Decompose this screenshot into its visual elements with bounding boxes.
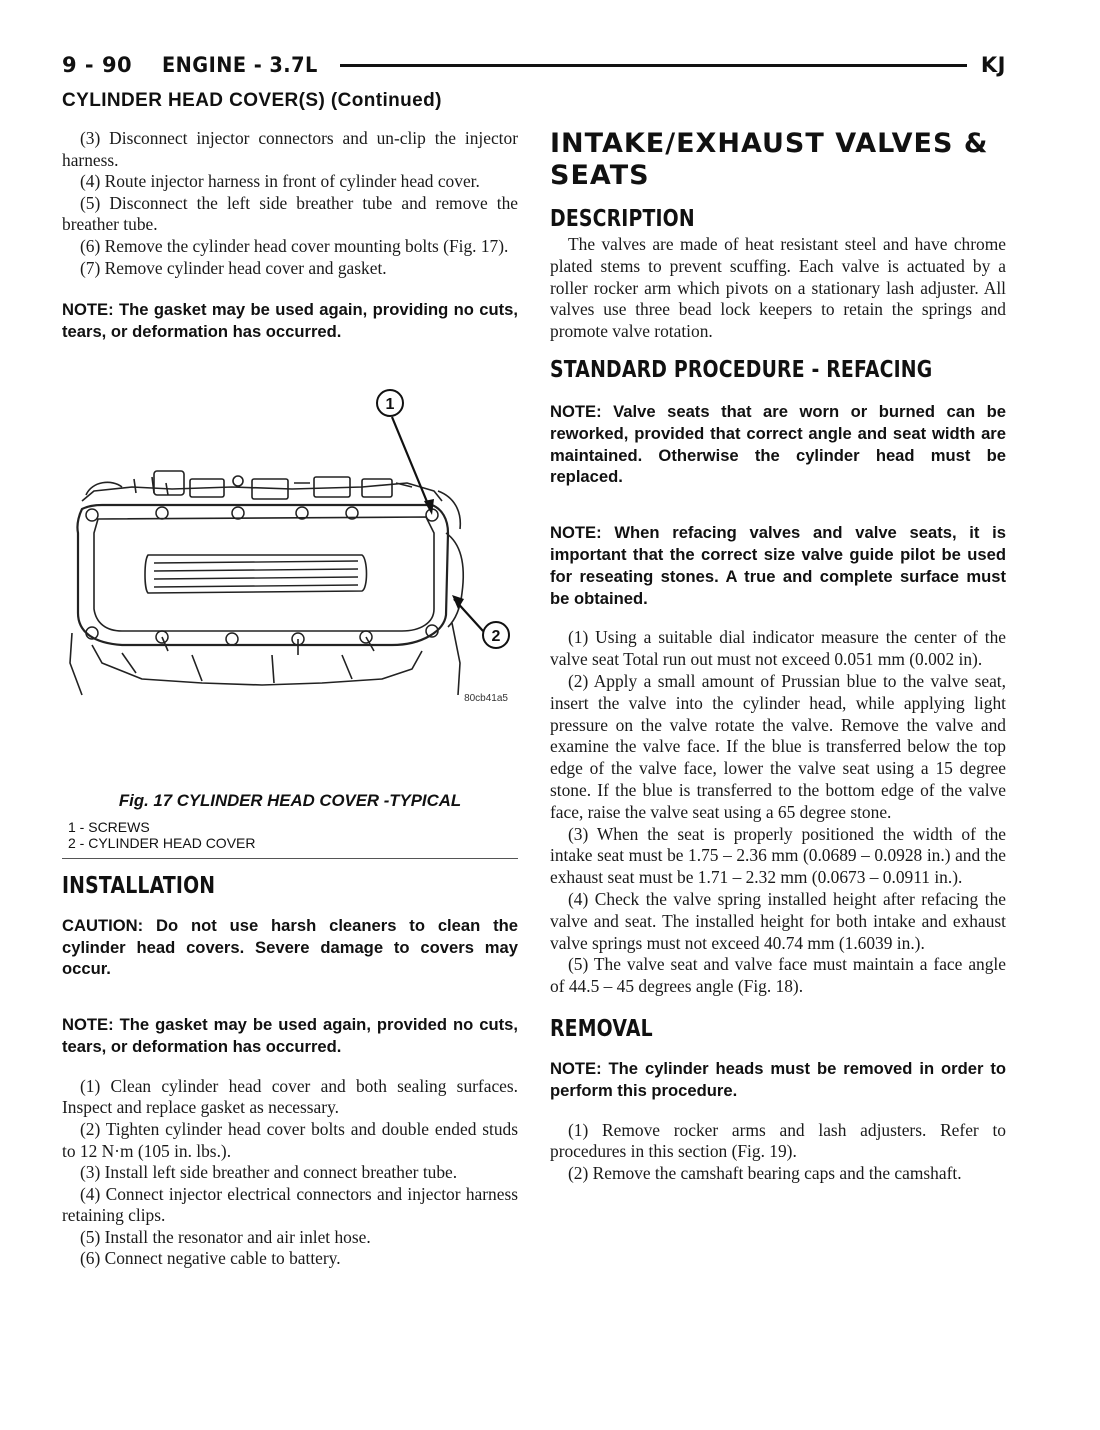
refacing-note-1: NOTE: Valve seats that are worn or burned can be reworked, provided that correct angle and seat width are maintained. Otherwise the cylinder head must be replaced.	[550, 401, 1006, 487]
model-code: KJ	[980, 53, 1006, 77]
installation-step-6: (6) Connect negative cable to battery.	[80, 1248, 341, 1269]
installation-steps	[62, 1076, 518, 1270]
header-rule	[340, 64, 967, 67]
refacing-step-1: (1) Using a suitable dial indicator measure the center of the valve seat Total run out must not exceed 0.051 mm (0.002 in).	[550, 627, 1006, 670]
refacing-step-5: (5) The valve seat and valve face must maintain a face angle of 44.5 – 45 degrees angle (Fig. 18).	[550, 954, 1006, 997]
refacing-heading: STANDARD PROCEDURE - REFACING	[550, 356, 933, 383]
installation-step-1: (1) Clean cylinder head cover and both sealing surfaces. Inspect and replace gasket as necessary.	[62, 1075, 518, 1118]
figure-divider	[62, 858, 518, 859]
refacing-step-3: (3) When the seat is properly positioned the width of the intake seat must be 1.75 – 2.36 mm (0.0689 – 0.0928 in.) and the exhaust seat must be 1.71 – 2.32 mm (0.0673 – 0.0911 in.).	[550, 823, 1006, 888]
description-text: The valves are made of heat resistant steel and have chrome plated stems to prevent scuffing. Each valve is actuated by a roller rocker arm which pivots on a stationary lash adjuster. All valves use three bead lock keepers to retain the springs and promote valve rotation.	[550, 234, 1006, 342]
removal-step-4: (4) Route injector harness in front of cylinder head cover.	[80, 171, 480, 192]
left-column	[62, 128, 518, 1270]
refacing-steps	[550, 627, 1006, 998]
section-title: ENGINE - 3.7L	[162, 53, 318, 77]
callout-2-label: 2	[491, 627, 501, 645]
installation-caution: CAUTION: Do not use harsh cleaners to clean the cylinder head covers. Severe damage to covers may occur.	[62, 915, 518, 979]
refacing-note-2: NOTE: When refacing valves and valve seats, it is important that the correct size valve guide pilot be used for reseating stones. A true and complete surface must be obtained.	[550, 523, 1006, 608]
continued-title: CYLINDER HEAD COVER(S) (Continued)	[62, 90, 442, 111]
installation-step-4: (4) Connect injector electrical connectors and injector harness retaining clips.	[62, 1183, 518, 1226]
removal-note: NOTE: The gasket may be used again, providing no cuts, tears, or deformation has occurred.	[62, 300, 518, 341]
figure-code-label: 80cb41a5	[464, 692, 508, 704]
installation-step-5: (5) Install the resonator and air inlet hose.	[80, 1226, 371, 1247]
right-column	[550, 128, 1006, 1185]
legend-item: 1 - SCREWS	[68, 818, 150, 835]
removal-step-7: (7) Remove cylinder head cover and gasket.	[80, 257, 387, 278]
installation-note: NOTE: The gasket may be used again, provided no cuts, tears, or deformation has occurred.	[62, 1015, 518, 1056]
page-number: 9 - 90	[62, 53, 133, 77]
refacing-step-2: (2) Apply a small amount of Prussian blue to the valve seat, insert the valve into the cylinder head, while applying light pressure on the valve rotate the valve. Remove the valve and examine the valve face. If the blue is transferred below the top edge of the valve face, lower the valve seat using a 15 degree stone. If the blue is transferred to the bottom edge of the valve face, raise the valve seat using a 65 degree stone.	[550, 670, 1006, 822]
removal-procedure-step-2: (2) Remove the camshaft bearing caps and the camshaft.	[568, 1163, 962, 1184]
removal-procedure-steps	[550, 1120, 1006, 1185]
legend-item: 2 - CYLINDER HEAD COVER	[68, 834, 256, 851]
figure-caption: Fig. 17 CYLINDER HEAD COVER -TYPICAL	[118, 790, 462, 810]
removal-procedure-note: NOTE: The cylinder heads must be removed in order to perform this procedure.	[550, 1058, 1006, 1100]
removal-step-5: (5) Disconnect the left side breather tube and remove the breather tube.	[62, 192, 518, 235]
installation-step-2: (2) Tighten cylinder head cover bolts and double ended studs to 12 N·m (105 in. lbs.).	[62, 1118, 518, 1161]
figure-legend	[62, 819, 518, 851]
removal-step-6: (6) Remove the cylinder head cover mounting bolts (Fig. 17).	[80, 235, 509, 256]
refacing-step-4: (4) Check the valve spring installed height after refacing the valve and seat. The installed height for both intake and exhaust valve springs must not exceed 40.74 mm (1.6039 in.).	[550, 888, 1006, 953]
description-heading: DESCRIPTION	[550, 206, 695, 232]
removal-procedure-step-1: (1) Remove rocker arms and lash adjusters. Refer to procedures in this section (Fig. 19).	[550, 1119, 1006, 1162]
removal-heading: REMOVAL	[550, 1015, 653, 1042]
figure-17	[62, 383, 518, 713]
callout-1-label: 1	[385, 395, 395, 413]
removal-step-3: (3) Disconnect injector connectors and un-clip the injector harness.	[62, 128, 518, 170]
cylinder-head-cover-illustration	[62, 383, 518, 713]
section-main-title: INTAKE/EXHAUST VALVES & SEATS	[550, 128, 989, 191]
installation-heading: INSTALLATION	[62, 872, 216, 899]
running-header	[62, 50, 1006, 80]
installation-step-3: (3) Install left side breather and connect breather tube.	[80, 1162, 458, 1183]
